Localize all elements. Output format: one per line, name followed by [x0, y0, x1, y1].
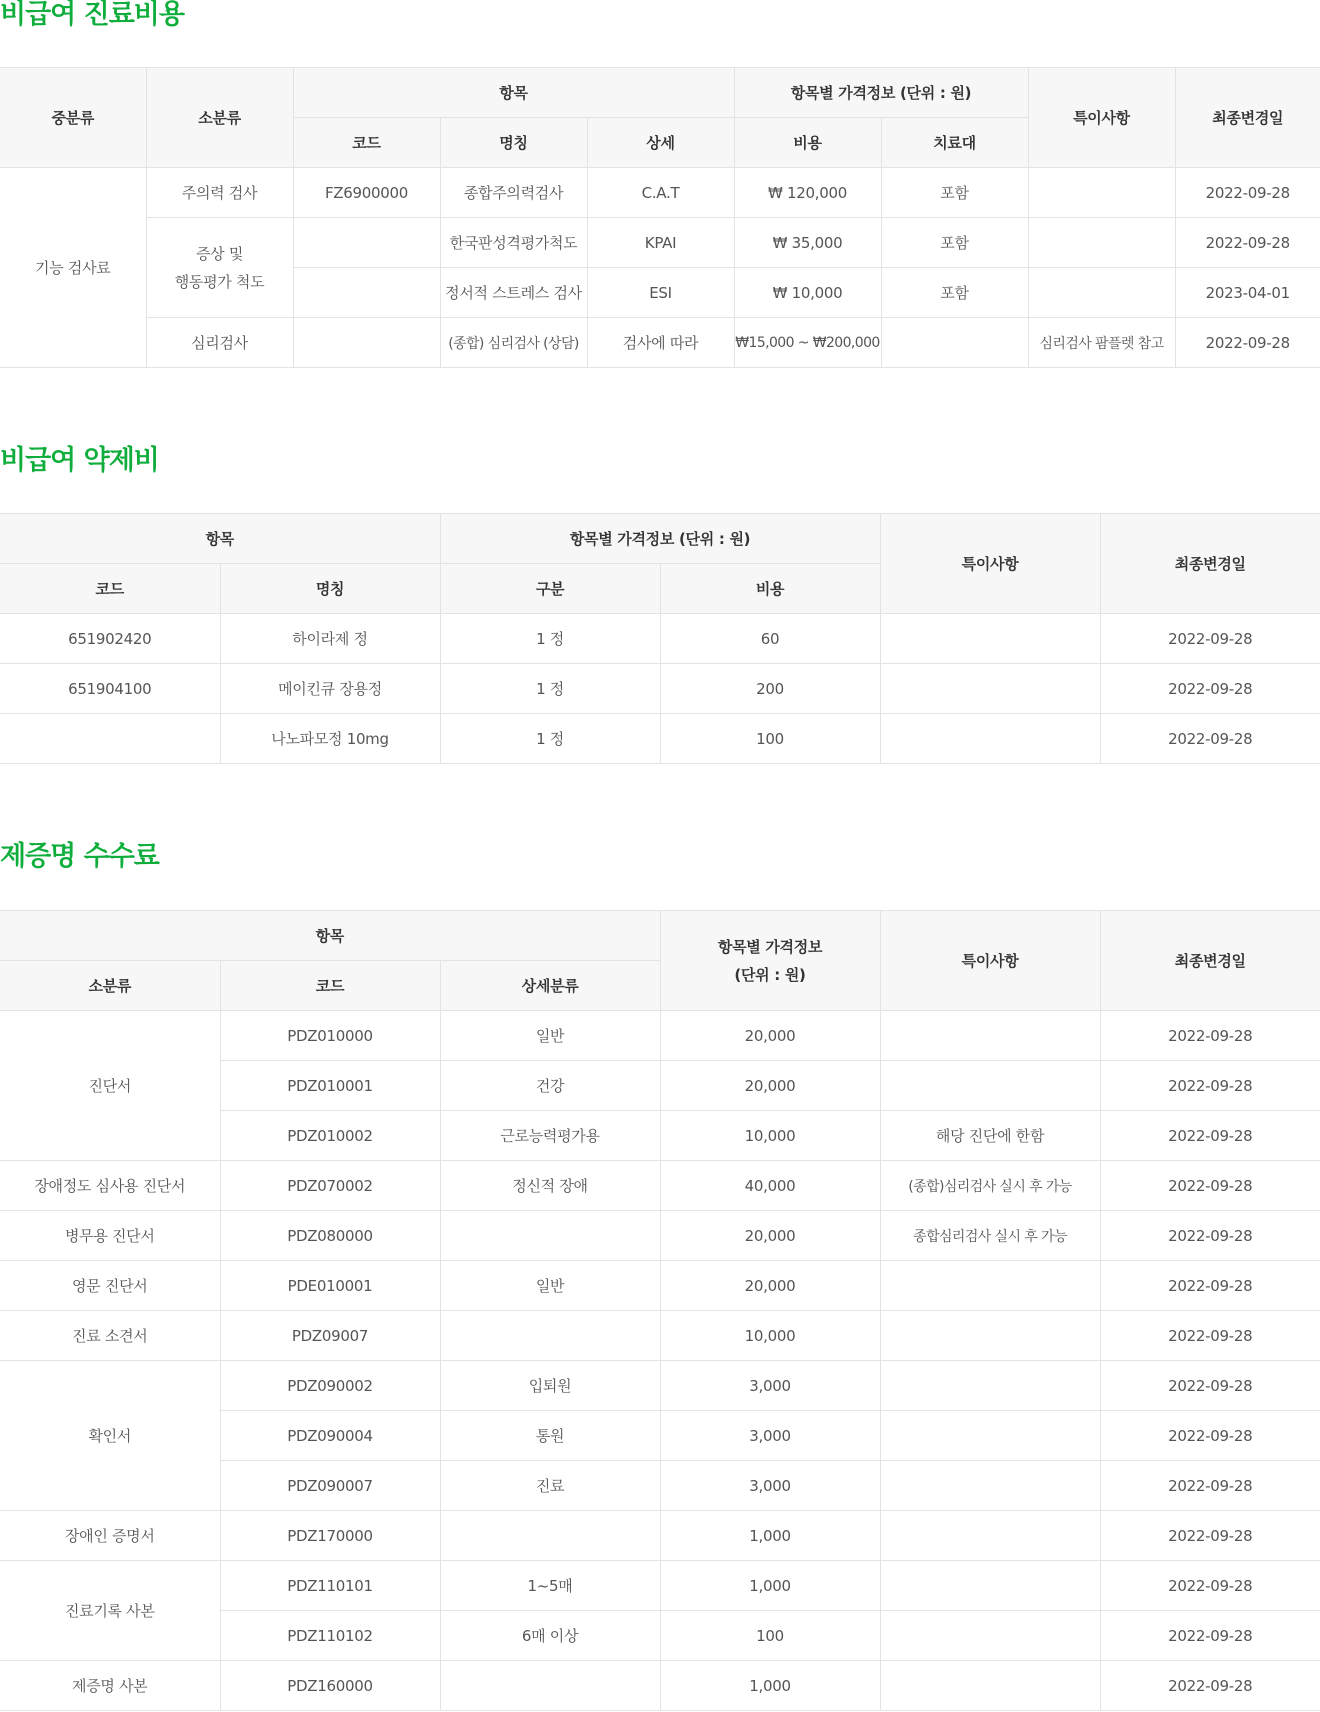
date-cell: 2022-09-28	[1100, 614, 1320, 664]
table-row	[0, 218, 1320, 268]
date-cell: 2022-09-28	[1100, 1461, 1320, 1511]
header-cost: 비용	[734, 118, 881, 168]
table-row	[0, 1361, 1320, 1411]
code-cell: PDE010001	[220, 1261, 440, 1311]
detail-cell: 정신적 장애	[440, 1161, 660, 1211]
name-cell: 나노파모정 10mg	[220, 714, 440, 764]
note-cell	[880, 1361, 1100, 1411]
certificate-fees-table	[0, 910, 1320, 1711]
note-cell	[880, 1411, 1100, 1461]
code-cell	[0, 714, 220, 764]
date-cell: 2022-09-28	[1100, 1311, 1320, 1361]
detail-cell: 통원	[440, 1411, 660, 1461]
table-row	[0, 1211, 1320, 1261]
note-cell	[880, 1061, 1100, 1111]
header-unit: 구분	[440, 564, 660, 614]
note-cell	[880, 614, 1100, 664]
detail-cell: 일반	[440, 1011, 660, 1061]
detail-cell: ESI	[587, 268, 734, 318]
date-cell: 2022-09-28	[1100, 1211, 1320, 1261]
material-cell: 포함	[881, 218, 1028, 268]
header-code: 코드	[0, 564, 220, 614]
table-row	[0, 714, 1320, 764]
date-cell: 2022-09-28	[1100, 1161, 1320, 1211]
sub-category-cell: 진료 소견서	[0, 1311, 220, 1361]
cost-cell: ₩ 120,000	[734, 168, 881, 218]
detail-cell: 건강	[440, 1061, 660, 1111]
note-cell	[880, 1461, 1100, 1511]
nonbenefit-fees-table	[0, 67, 1320, 368]
header-detail-category: 상세분류	[440, 961, 660, 1011]
table-row	[0, 1161, 1320, 1211]
sub-category-cell: 장애인 증명서	[0, 1511, 220, 1561]
header-price-info-line: 항목별 가격정보	[717, 937, 823, 956]
date-cell: 2022-09-28	[1100, 1511, 1320, 1561]
header-item: 항목	[0, 514, 440, 564]
note-cell: 해당 진단에 한함	[880, 1111, 1100, 1161]
sub-category-cell: 영문 진단서	[0, 1261, 220, 1311]
section-title: 비급여 약제비	[0, 445, 159, 476]
code-cell: FZ6900000	[293, 168, 440, 218]
cost-cell: 1,000	[660, 1561, 880, 1611]
header-name: 명칭	[220, 564, 440, 614]
detail-cell: C.A.T	[587, 168, 734, 218]
section-title: 비급여 진료비용	[0, 0, 184, 30]
header-name: 명칭	[440, 118, 587, 168]
cost-cell: 3,000	[660, 1461, 880, 1511]
date-cell: 2022-09-28	[1100, 1661, 1320, 1711]
header-price-info: 항목별 가격정보 (단위 : 원)	[734, 68, 1028, 118]
code-cell: PDZ090004	[220, 1411, 440, 1461]
sub-category-cell	[146, 218, 293, 318]
cost-cell: ₩ 35,000	[734, 218, 881, 268]
detail-cell: 근로능력평가용	[440, 1111, 660, 1161]
cost-cell: 60	[660, 614, 880, 664]
section-title: 제증명 수수료	[0, 841, 159, 872]
cost-cell: 20,000	[660, 1211, 880, 1261]
cost-cell: 100	[660, 714, 880, 764]
table-row	[0, 1261, 1320, 1311]
code-cell: 651904100	[0, 664, 220, 714]
note-cell	[880, 1511, 1100, 1561]
date-cell: 2022-09-28	[1100, 1411, 1320, 1461]
table-row	[0, 318, 1320, 368]
note-cell	[880, 1261, 1100, 1311]
header-detail: 상세	[587, 118, 734, 168]
header-code: 코드	[293, 118, 440, 168]
cost-cell: 3,000	[660, 1411, 880, 1461]
name-cell: 한국판성격평가척도	[440, 218, 587, 268]
table-row	[0, 664, 1320, 714]
header-item: 항목	[0, 911, 660, 961]
date-cell: 2022-09-28	[1100, 664, 1320, 714]
detail-cell	[440, 1311, 660, 1361]
code-cell: PDZ110102	[220, 1611, 440, 1661]
date-cell: 2022-09-28	[1100, 1611, 1320, 1661]
table-row	[0, 1311, 1320, 1361]
detail-cell	[440, 1211, 660, 1261]
cost-cell: 20,000	[660, 1261, 880, 1311]
name-cell: 종합주의력검사	[440, 168, 587, 218]
table-row	[0, 1511, 1320, 1561]
sub-category-cell: 장애정도 심사용 진단서	[0, 1161, 220, 1211]
table-row	[0, 1011, 1320, 1061]
header-note: 특이사항	[1028, 68, 1175, 168]
date-cell: 2022-09-28	[1175, 318, 1320, 368]
header-code: 코드	[220, 961, 440, 1011]
sub-category-cell: 주의력 검사	[146, 168, 293, 218]
unit-cell: 1 정	[440, 714, 660, 764]
name-cell: 하이라제 정	[220, 614, 440, 664]
header-note: 특이사항	[880, 514, 1100, 614]
sub-category-line: 행동평가 척도	[174, 272, 265, 291]
cost-cell: 100	[660, 1611, 880, 1661]
code-cell: PDZ09007	[220, 1311, 440, 1361]
note-cell: 종합심리검사 실시 후 가능	[880, 1211, 1100, 1261]
header-item: 항목	[293, 68, 734, 118]
cost-cell: ₩ 10,000	[734, 268, 881, 318]
date-cell: 2022-09-28	[1100, 1361, 1320, 1411]
code-cell: PDZ110101	[220, 1561, 440, 1611]
note-cell: (종합)심리검사 실시 후 가능	[880, 1161, 1100, 1211]
material-cell	[881, 318, 1028, 368]
cost-cell: 200	[660, 664, 880, 714]
code-cell: 651902420	[0, 614, 220, 664]
cost-cell: 40,000	[660, 1161, 880, 1211]
header-mid-category: 중분류	[0, 68, 146, 168]
note-cell	[880, 1011, 1100, 1061]
date-cell: 2022-09-28	[1100, 1261, 1320, 1311]
sub-category-line: 증상 및	[195, 244, 244, 263]
material-cell: 포함	[881, 168, 1028, 218]
date-cell: 2022-09-28	[1175, 168, 1320, 218]
note-cell	[880, 1611, 1100, 1661]
date-cell: 2022-09-28	[1175, 218, 1320, 268]
header-last-modified: 최종변경일	[1100, 911, 1320, 1011]
cost-cell: 3,000	[660, 1361, 880, 1411]
note-cell: 심리검사 팜플렛 참고	[1028, 318, 1175, 368]
sub-category-cell: 진료기록 사본	[0, 1561, 220, 1661]
unit-cell: 1 정	[440, 664, 660, 714]
sub-category-cell: 제증명 사본	[0, 1661, 220, 1711]
detail-cell: 검사에 따라	[587, 318, 734, 368]
header-sub-category: 소분류	[0, 961, 220, 1011]
cost-cell: 20,000	[660, 1061, 880, 1111]
detail-cell: 1~5매	[440, 1561, 660, 1611]
header-last-modified: 최종변경일	[1100, 514, 1320, 614]
nonbenefit-drugs-table	[0, 513, 1320, 764]
header-note: 특이사항	[880, 911, 1100, 1011]
detail-cell	[440, 1661, 660, 1711]
code-cell: PDZ160000	[220, 1661, 440, 1711]
detail-cell: 6매 이상	[440, 1611, 660, 1661]
note-cell	[1028, 168, 1175, 218]
note-cell	[1028, 268, 1175, 318]
code-cell: PDZ170000	[220, 1511, 440, 1561]
name-cell: (종합) 심리검사 (상담)	[440, 318, 587, 368]
note-cell	[1028, 218, 1175, 268]
cost-cell: 10,000	[660, 1311, 880, 1361]
cost-cell: 20,000	[660, 1011, 880, 1061]
cost-cell: ₩15,000 ~ ₩200,000	[734, 318, 881, 368]
date-cell: 2023-04-01	[1175, 268, 1320, 318]
detail-cell: 일반	[440, 1261, 660, 1311]
sub-category-cell: 확인서	[0, 1361, 220, 1511]
note-cell	[880, 664, 1100, 714]
table-row	[0, 168, 1320, 218]
header-sub-category: 소분류	[146, 68, 293, 168]
table-row	[0, 614, 1320, 664]
sub-category-cell: 병무용 진단서	[0, 1211, 220, 1261]
code-cell: PDZ010000	[220, 1011, 440, 1061]
header-last-modified: 최종변경일	[1175, 68, 1320, 168]
date-cell: 2022-09-28	[1100, 1111, 1320, 1161]
note-cell	[880, 714, 1100, 764]
detail-cell: 진료	[440, 1461, 660, 1511]
code-cell: PDZ010001	[220, 1061, 440, 1111]
date-cell: 2022-09-28	[1100, 1061, 1320, 1111]
sub-category-cell: 진단서	[0, 1011, 220, 1161]
unit-cell: 1 정	[440, 614, 660, 664]
name-cell: 메이킨큐 장용정	[220, 664, 440, 714]
code-cell	[293, 268, 440, 318]
cost-cell: 1,000	[660, 1661, 880, 1711]
table-row	[0, 1661, 1320, 1711]
detail-cell: 입퇴원	[440, 1361, 660, 1411]
header-price-info-line: (단위 : 원)	[734, 965, 806, 984]
detail-cell	[440, 1511, 660, 1561]
header-price-info	[660, 911, 880, 1011]
table-row	[0, 1561, 1320, 1611]
date-cell: 2022-09-28	[1100, 1561, 1320, 1611]
code-cell: PDZ090007	[220, 1461, 440, 1511]
cost-cell: 10,000	[660, 1111, 880, 1161]
header-cost: 비용	[660, 564, 880, 614]
material-cell: 포함	[881, 268, 1028, 318]
header-price-info: 항목별 가격정보 (단위 : 원)	[440, 514, 880, 564]
sub-category-cell: 심리검사	[146, 318, 293, 368]
header-material-fee: 치료대	[881, 118, 1028, 168]
note-cell	[880, 1311, 1100, 1361]
note-cell	[880, 1561, 1100, 1611]
code-cell	[293, 318, 440, 368]
name-cell: 정서적 스트레스 검사	[440, 268, 587, 318]
cost-cell: 1,000	[660, 1511, 880, 1561]
code-cell: PDZ070002	[220, 1161, 440, 1211]
code-cell: PDZ090002	[220, 1361, 440, 1411]
code-cell: PDZ010002	[220, 1111, 440, 1161]
date-cell: 2022-09-28	[1100, 1011, 1320, 1061]
mid-category-cell: 기능 검사료	[0, 168, 146, 368]
code-cell	[293, 218, 440, 268]
note-cell	[880, 1661, 1100, 1711]
date-cell: 2022-09-28	[1100, 714, 1320, 764]
code-cell: PDZ080000	[220, 1211, 440, 1261]
detail-cell: KPAI	[587, 218, 734, 268]
